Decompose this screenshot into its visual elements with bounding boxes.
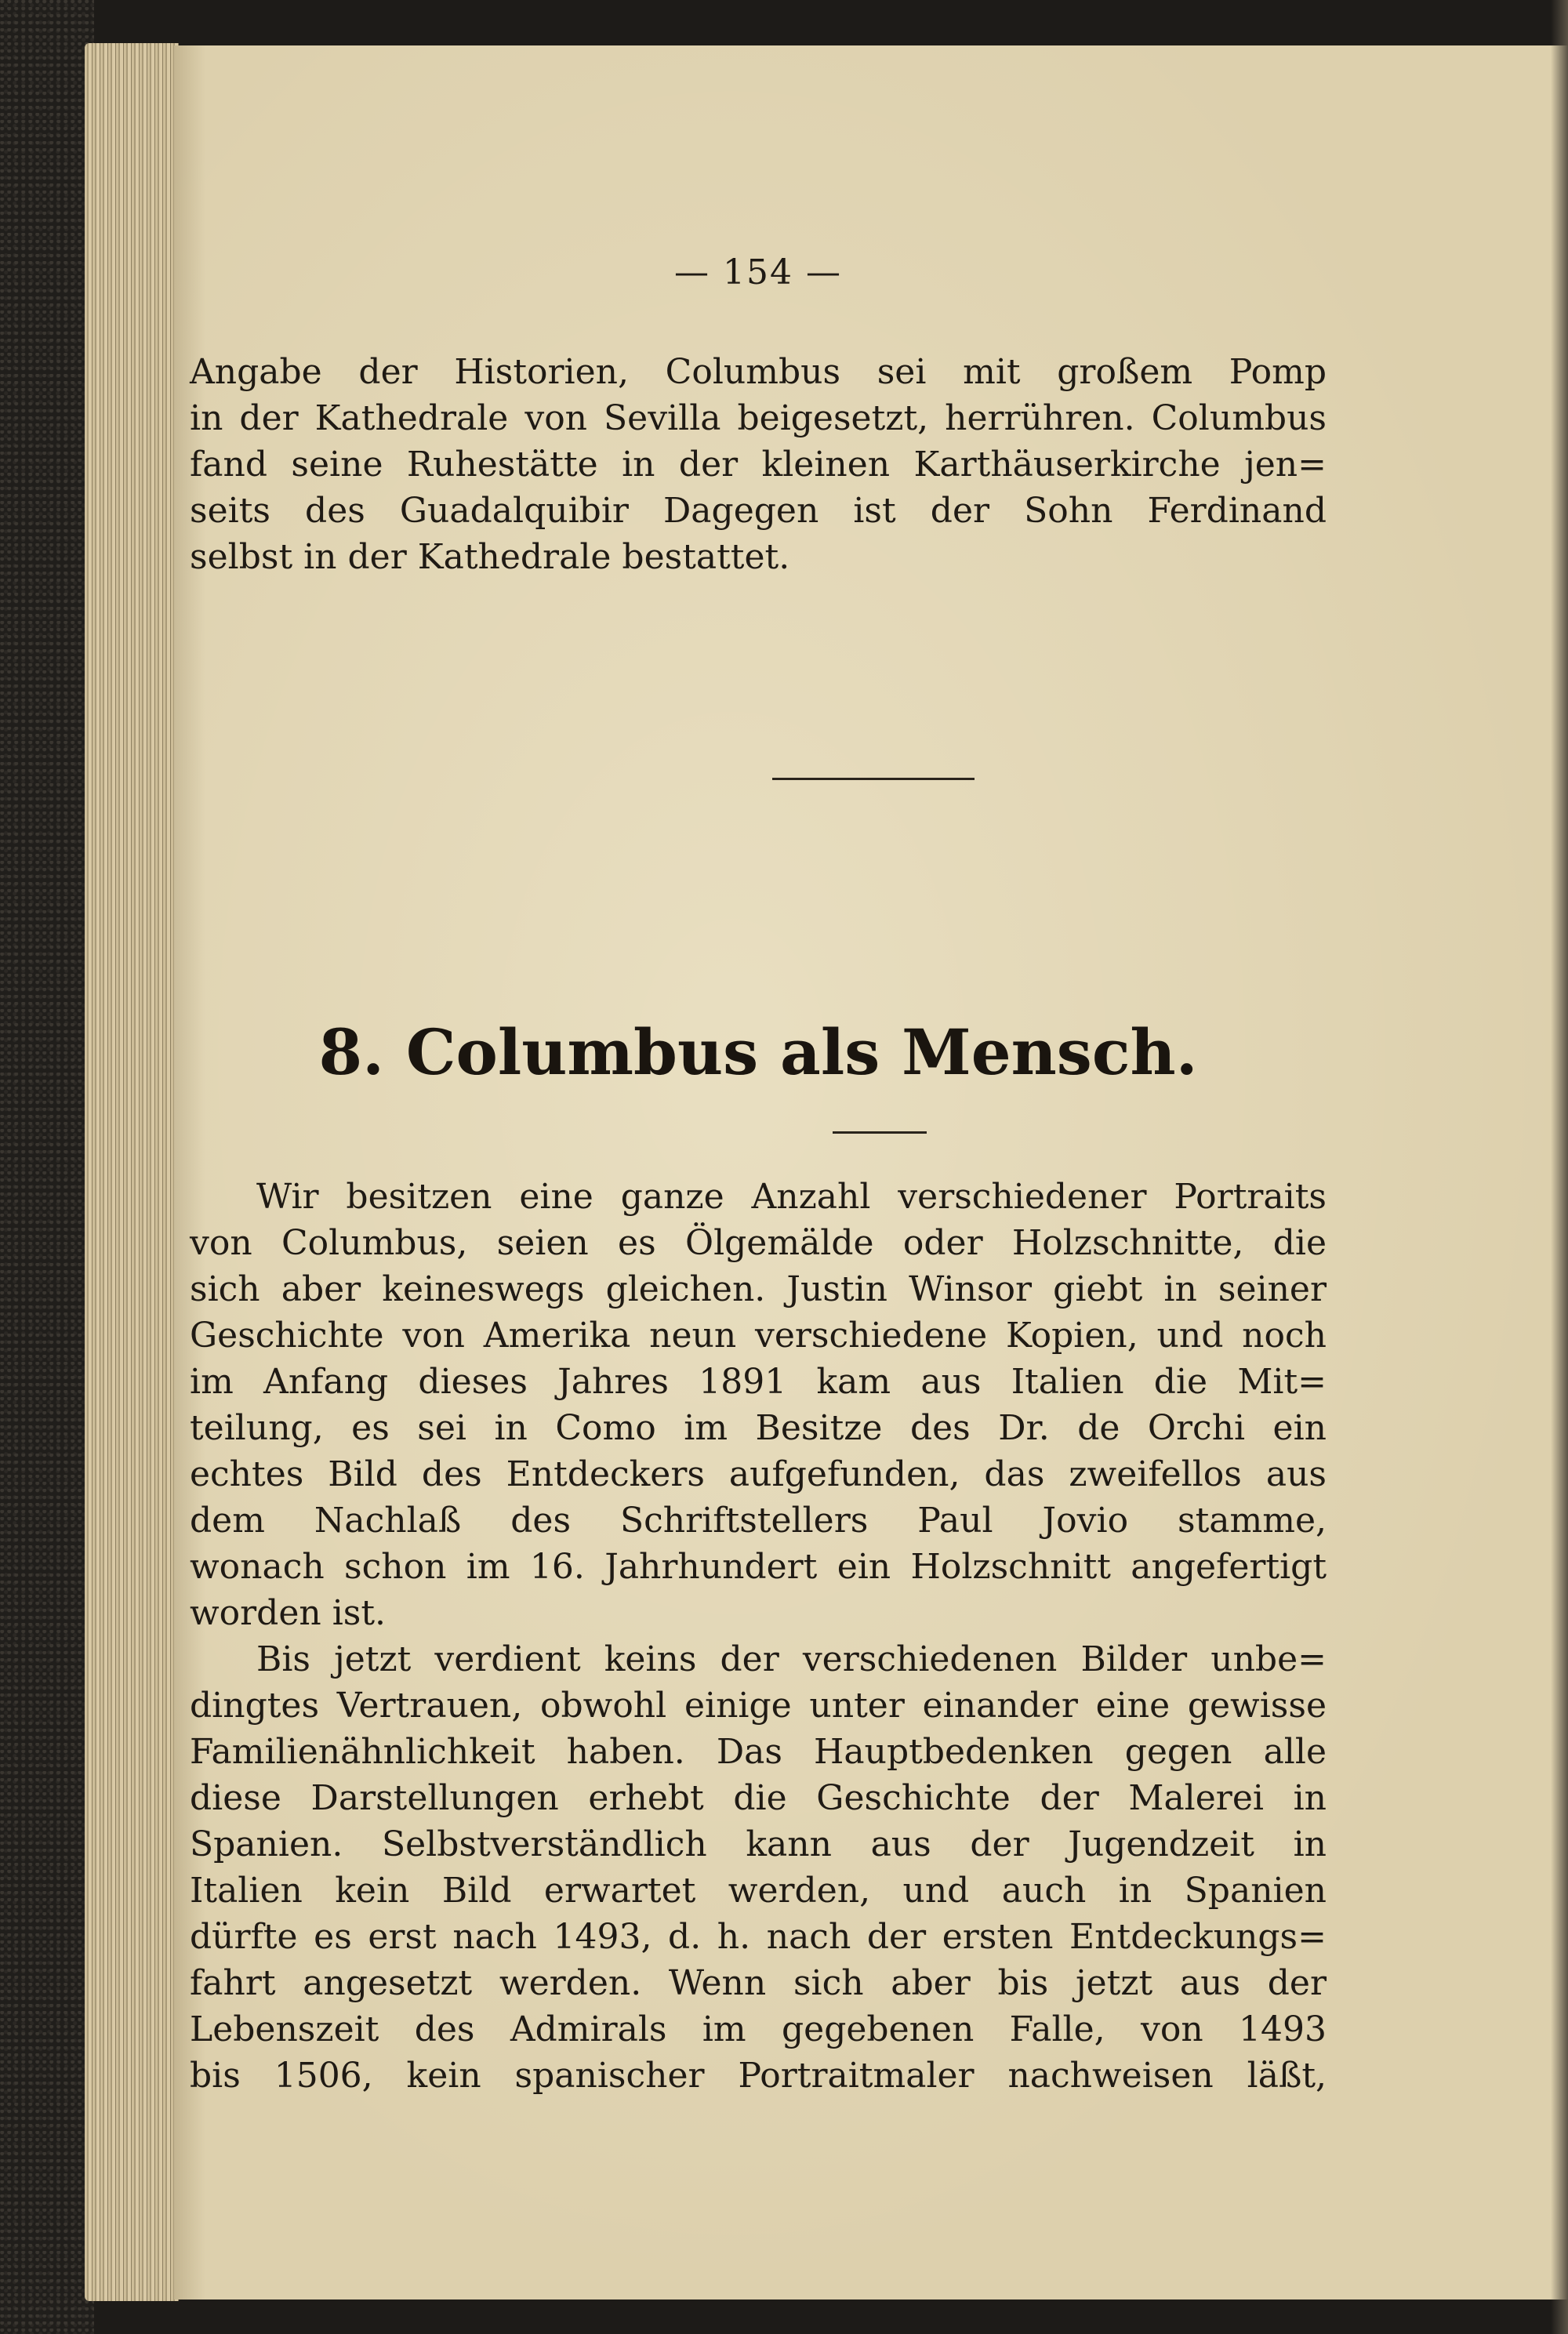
page-number: — 154 —	[674, 252, 842, 292]
text-line: worden ist.	[190, 1593, 387, 1633]
text-line: in der Kathedrale von Sevilla beigesetzt, herrühren. Columbus	[190, 398, 1327, 438]
text-line: teilung, es sei in Como im Besitze des Dr. de Orchi ein	[190, 1408, 1327, 1448]
heading-underline	[833, 1131, 927, 1134]
text-line: Wir besitzen eine ganze Anzahl verschiedener Portraits	[256, 1177, 1327, 1217]
text-line: sich aber keineswegs gleichen. Justin Winsor giebt in seiner	[190, 1269, 1327, 1309]
paragraph-2	[190, 1636, 1327, 2099]
text-line: wonach schon im 16. Jahrhundert ein Holzschnitt angefertigt	[190, 1547, 1327, 1587]
text-line: echtes Bild des Entdeckers aufgefunden, das zweifellos aus	[190, 1454, 1327, 1494]
gutter-shadow	[1551, 0, 1568, 2334]
text-line: im Anfang dieses Jahres 1891 kam aus Italien die Mit=	[190, 1362, 1327, 1402]
book-cover-edge	[0, 0, 94, 2334]
section-heading: 8. Columbus als Mensch.	[318, 1015, 1198, 1089]
section-divider	[772, 778, 975, 780]
paragraph-1	[190, 1174, 1327, 1636]
text-line: seits des Guadalquibir Dagegen ist der Sohn Ferdinand	[190, 491, 1327, 531]
text-line: bis 1506, kein spanischer Portraitmaler nachweisen läßt,	[190, 2056, 1327, 2096]
text-line: von Columbus, seien es Ölgemälde oder Holzschnitte, die	[190, 1223, 1327, 1263]
text-line: fand seine Ruhestätte in der kleinen Karthäuserkirche jen=	[190, 445, 1327, 485]
top-paragraph	[190, 349, 1327, 580]
text-line: Bis jetzt verdient keins der verschiedenen Bilder unbe=	[256, 1639, 1327, 1679]
page-edges	[85, 43, 179, 2301]
text-line: Spanien. Selbstverständlich kann aus der Jugendzeit in	[190, 1824, 1327, 1864]
text-line: Italien kein Bild erwartet werden, und auch in Spanien	[190, 1871, 1327, 1911]
text-line: Angabe der Historien, Columbus sei mit großem Pomp	[190, 352, 1327, 392]
text-line: Familienähnlichkeit haben. Das Hauptbedenken gegen alle	[190, 1732, 1327, 1772]
text-line: dingtes Vertrauen, obwohl einige unter einander eine gewisse	[190, 1686, 1327, 1726]
text-line: dem Nachlaß des Schriftstellers Paul Jovio stamme,	[190, 1501, 1327, 1541]
text-line: Geschichte von Amerika neun verschiedene Kopien, und noch	[190, 1316, 1327, 1356]
text-line: selbst in der Kathedrale bestattet.	[190, 537, 790, 577]
text-line: fahrt angesetzt werden. Wenn sich aber bis jetzt aus der	[190, 1963, 1327, 2003]
text-line: dürfte es erst nach 1493, d. h. nach der ersten Entdeckungs=	[190, 1917, 1327, 1957]
text-line: Lebenszeit des Admirals im gegebenen Falle, von 1493	[190, 2009, 1327, 2049]
text-line: diese Darstellungen erhebt die Geschichte der Malerei in	[190, 1778, 1327, 1818]
